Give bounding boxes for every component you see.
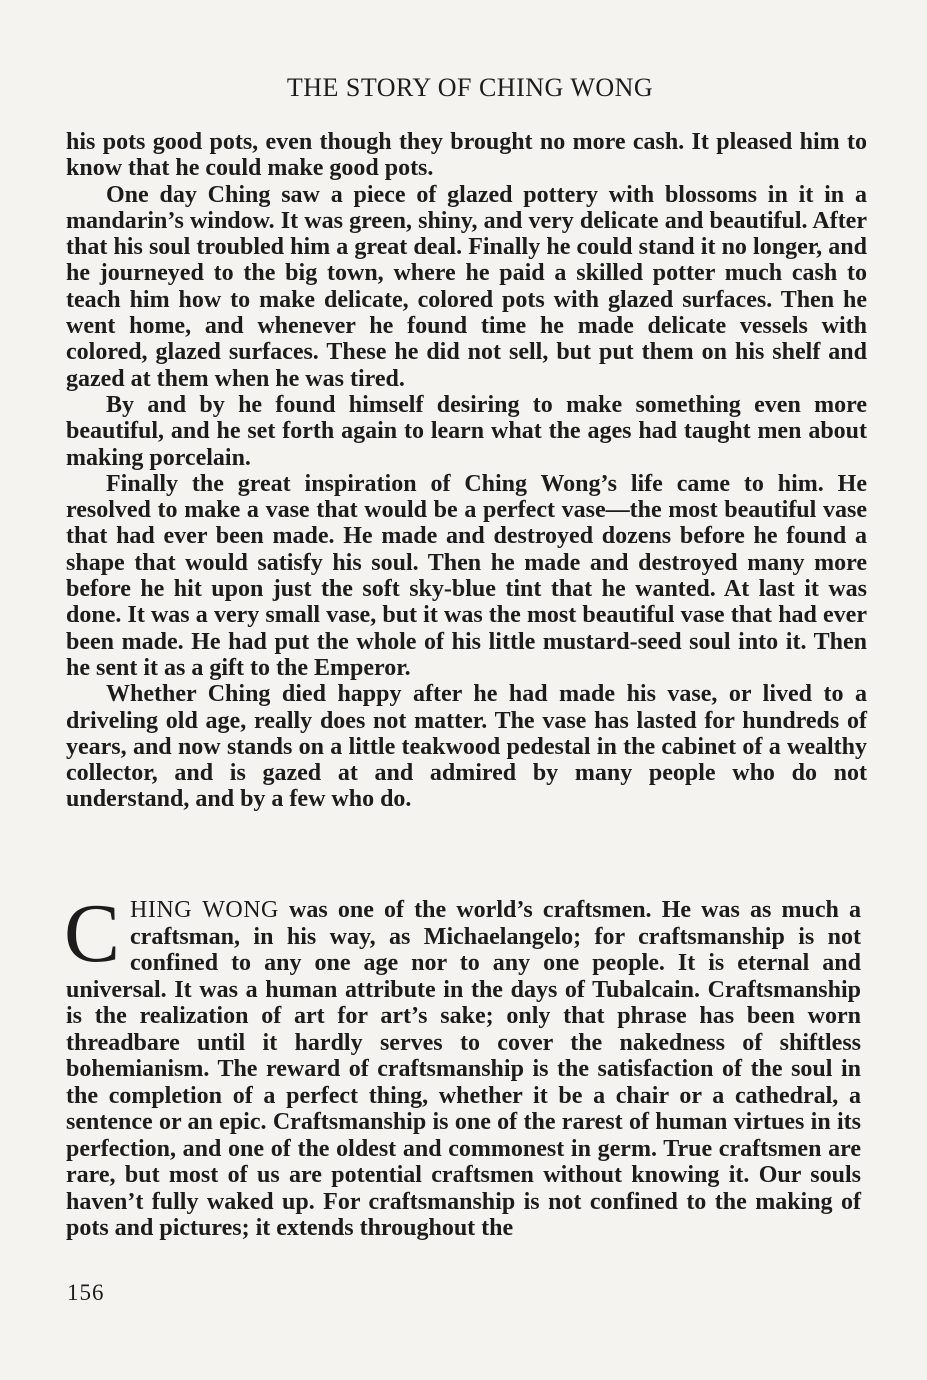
paragraph-1: his pots good pots, even though they brought no more cash. It pleased him to know that he could make good pots.	[66, 129, 867, 182]
opening-paragraph: was one of the world’s craftsmen. He was as much a craftsman, in his way, as Michaelangelo; for craftsmanship is not confined to any one age nor to any one people. It is eternal and universal. It was a human attribute in the days of Tubalcain. Craftsmanship is the realization of art for art’s sake; only that phrase has been worn threadbare until it hardly serves to cover the nakedness of shiftless bohemianism. The reward of craftsmanship is the satisfaction of the soul in the completion of a perfect thing, whether it be a chair or a cathedral, a sentence or an epic. Craftsmanship is one of the rarest of human virtues in its perfection, and one of the oldest and commonest in germ. True craftsmen are rare, but most of us are potential craftsmen without knowing it. Our souls haven’t fully waked up. For craftsmanship is not confined to the making of pots and pictures; it extends throughout the	[66, 897, 861, 1241]
drop-cap: C	[64, 887, 121, 980]
lead-words: HING WONG	[130, 897, 279, 923]
paragraph-2: One day Ching saw a piece of glazed pottery with blossoms in it in a mandarin’s window. It was green, shiny, and very delicate and beautiful. After that his soul troubled him a great deal. Finally he could stand it no longer, and he journeyed to the big town, where he paid a skilled potter much cash to teach him how to make delicate, colored pots with glazed surfaces. Then he went home, and whenever he found time he made delicate vessels with colored, glazed surfaces. These he did not sell, but put them on his shelf and gazed at them when he was tired.	[66, 181, 867, 392]
chapter-opening	[64, 887, 861, 1242]
paragraph-5: Whether Ching died happy after he had made his vase, or lived to a driveling old age, really does not matter. The vase has lasted for hundreds of years, and now stands on a little teakwood pedestal in the cabinet of a wealthy collector, and is gazed at and admired by many people who do not understand, and by a few who do.	[66, 681, 867, 813]
paragraph-4: Finally the great inspiration of Ching Wong’s life came to him. He resolved to make a vase that would be a perfect vase—the most beautiful vase that had ever been made. He made and destroyed dozens before he found a shape that would satisfy his soul. Then he made and destroyed many more before he hit upon just the soft sky-blue tint that he wanted. At last it was done. It was a very small vase, but it was the most beautiful vase that had ever been made. He had put the whole of his little mustard-seed soul into it. Then he sent it as a gift to the Emperor.	[66, 470, 867, 681]
running-head: THE STORY OF CHING WONG	[286, 73, 654, 102]
page-number: 156	[67, 1280, 105, 1305]
paragraph-3: By and by he found himself desiring to make something even more beautiful, and he set forth again to learn what the ages had taught men about making porcelain.	[66, 391, 867, 471]
story-body	[66, 129, 867, 813]
